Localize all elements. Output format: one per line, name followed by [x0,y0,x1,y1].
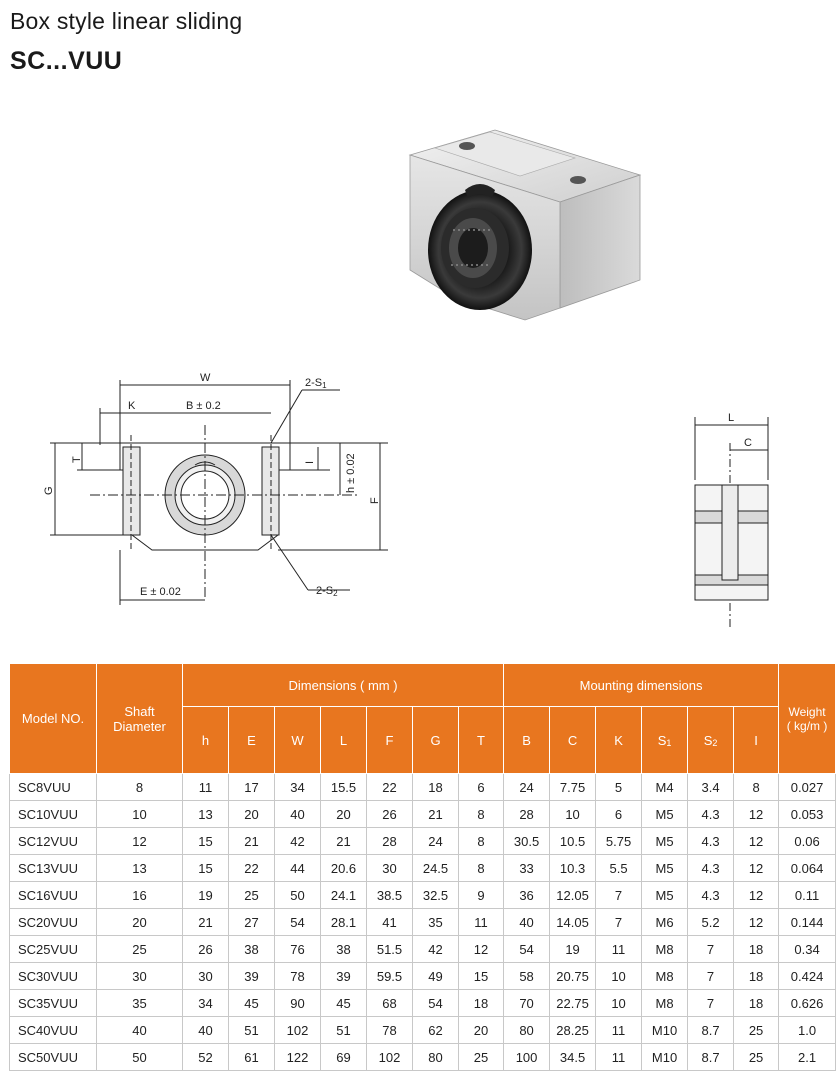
value-cell: 12 [459,936,504,963]
value-cell: 4.3 [688,828,734,855]
value-cell: 36 [504,882,550,909]
value-cell: M5 [642,828,688,855]
value-cell: 34.5 [550,1044,596,1071]
value-cell: 0.34 [779,936,836,963]
value-cell: 18 [734,936,779,963]
value-cell: 5 [596,774,642,801]
value-cell: 21 [321,828,367,855]
model-series: SC...VUU [10,47,123,75]
label-F: F [369,497,381,504]
table-row [10,1017,836,1044]
col-header-b: B [504,707,550,774]
value-cell: 13 [97,855,183,882]
value-cell: 122 [275,1044,321,1071]
value-cell: 21 [183,909,229,936]
value-cell: 41 [367,909,413,936]
model-cell: SC40VUU [10,1017,97,1044]
table-row [10,828,836,855]
value-cell: 44 [275,855,321,882]
value-cell: 42 [413,936,459,963]
value-cell: M8 [642,936,688,963]
value-cell: 0.027 [779,774,836,801]
value-cell: 51 [229,1017,275,1044]
value-cell: 24.5 [413,855,459,882]
value-cell: 12 [734,801,779,828]
value-cell: 90 [275,990,321,1017]
col-header-c: C [550,707,596,774]
value-cell: 22 [367,774,413,801]
value-cell: 35 [97,990,183,1017]
value-cell: 11 [183,774,229,801]
model-cell: SC8VUU [10,774,97,801]
value-cell: 68 [367,990,413,1017]
value-cell: 7 [688,963,734,990]
label-K: K [128,400,136,412]
value-cell: 0.11 [779,882,836,909]
model-cell: SC10VUU [10,801,97,828]
front-view-drawing [40,365,410,610]
value-cell: 30 [183,963,229,990]
value-cell: 38 [229,936,275,963]
spec-table [9,663,836,1071]
value-cell: 8.7 [688,1017,734,1044]
table-row [10,909,836,936]
value-cell: 58 [504,963,550,990]
value-cell: 17 [229,774,275,801]
value-cell: 62 [413,1017,459,1044]
value-cell: 39 [229,963,275,990]
value-cell: 10 [550,801,596,828]
col-header-w: W [275,707,321,774]
value-cell: 16 [97,882,183,909]
value-cell: 5.2 [688,909,734,936]
product-photo [395,120,665,330]
value-cell: 12 [734,855,779,882]
value-cell: 39 [321,963,367,990]
col-header-l: L [321,707,367,774]
value-cell: 13 [183,801,229,828]
value-cell: 8 [734,774,779,801]
value-cell: 4.3 [688,801,734,828]
value-cell: 7 [596,882,642,909]
label-B: B ± 0.2 [186,400,221,412]
value-cell: 50 [97,1044,183,1071]
value-cell: 52 [183,1044,229,1071]
value-cell: 11 [596,1044,642,1071]
value-cell: 20 [321,801,367,828]
value-cell: 30 [367,855,413,882]
value-cell: 51.5 [367,936,413,963]
value-cell: M5 [642,882,688,909]
value-cell: 80 [504,1017,550,1044]
value-cell: 9 [459,882,504,909]
model-cell: SC13VUU [10,855,97,882]
value-cell: 26 [183,936,229,963]
value-cell: 76 [275,936,321,963]
value-cell: 24 [413,828,459,855]
model-cell: SC12VUU [10,828,97,855]
value-cell: 18 [734,963,779,990]
value-cell: 12 [734,828,779,855]
value-cell: 102 [275,1017,321,1044]
label-L: L [728,412,735,424]
value-cell: 24 [504,774,550,801]
value-cell: 78 [275,963,321,990]
value-cell: M5 [642,855,688,882]
value-cell: 102 [367,1044,413,1071]
col-header-k: K [596,707,642,774]
value-cell: 22.75 [550,990,596,1017]
label-S2: 2-S2 [316,585,338,598]
value-cell: 20.6 [321,855,367,882]
value-cell: 51 [321,1017,367,1044]
mounting-group-header: Mounting dimensions [504,664,779,707]
value-cell: 40 [97,1017,183,1044]
col-header-h: h [183,707,229,774]
dimensions-group-header: Dimensions ( mm ) [183,664,504,707]
value-cell: 28.1 [321,909,367,936]
value-cell: 4.3 [688,882,734,909]
label-G: G [43,486,55,495]
col-shaft-header: Shaft Diameter [97,664,183,774]
value-cell: 12 [97,828,183,855]
value-cell: 15.5 [321,774,367,801]
value-cell: 12 [734,882,779,909]
value-cell: 8 [459,828,504,855]
value-cell: 19 [183,882,229,909]
value-cell: M8 [642,963,688,990]
value-cell: 0.053 [779,801,836,828]
value-cell: 25 [229,882,275,909]
value-cell: 20 [459,1017,504,1044]
table-row [10,801,836,828]
value-cell: 27 [229,909,275,936]
value-cell: 40 [183,1017,229,1044]
table-row [10,1044,836,1071]
value-cell: 7 [596,909,642,936]
value-cell: 38 [321,936,367,963]
model-cell: SC30VUU [10,963,97,990]
value-cell: 10 [596,990,642,1017]
value-cell: 54 [413,990,459,1017]
table-row [10,936,836,963]
col-model-header: Model NO. [10,664,97,774]
value-cell: 45 [321,990,367,1017]
value-cell: 10.3 [550,855,596,882]
value-cell: 61 [229,1044,275,1071]
value-cell: 11 [596,936,642,963]
value-cell: M8 [642,990,688,1017]
value-cell: 45 [229,990,275,1017]
model-cell: SC25VUU [10,936,97,963]
value-cell: 70 [504,990,550,1017]
value-cell: 42 [275,828,321,855]
col-header-t: T [459,707,504,774]
value-cell: 21 [229,828,275,855]
table-row [10,774,836,801]
model-cell: SC35VUU [10,990,97,1017]
value-cell: M6 [642,909,688,936]
value-cell: 10 [596,963,642,990]
value-cell: 19 [550,936,596,963]
value-cell: 69 [321,1044,367,1071]
value-cell: 28 [367,828,413,855]
value-cell: 12 [734,909,779,936]
value-cell: 15 [183,828,229,855]
label-I: I [304,460,316,464]
value-cell: 54 [275,909,321,936]
model-cell: SC50VUU [10,1044,97,1071]
col-header-g: G [413,707,459,774]
value-cell: 54 [504,936,550,963]
value-cell: 11 [459,909,504,936]
value-cell: 24.1 [321,882,367,909]
value-cell: 80 [413,1044,459,1071]
page-title: Box style linear sliding [10,8,243,34]
value-cell: 18 [734,990,779,1017]
value-cell: 78 [367,1017,413,1044]
model-cell: SC16VUU [10,882,97,909]
value-cell: 8 [459,855,504,882]
value-cell: 7 [688,936,734,963]
value-cell: 20.75 [550,963,596,990]
value-cell: 11 [596,1017,642,1044]
value-cell: 28 [504,801,550,828]
value-cell: 34 [183,990,229,1017]
value-cell: M10 [642,1044,688,1071]
table-row [10,990,836,1017]
model-cell: SC20VUU [10,909,97,936]
value-cell: 7.75 [550,774,596,801]
value-cell: 34 [275,774,321,801]
value-cell: 0.626 [779,990,836,1017]
value-cell: 6 [459,774,504,801]
value-cell: 59.5 [367,963,413,990]
value-cell: 21 [413,801,459,828]
value-cell: 100 [504,1044,550,1071]
value-cell: 8.7 [688,1044,734,1071]
col-header-f: F [367,707,413,774]
value-cell: 25 [734,1017,779,1044]
value-cell: 12.05 [550,882,596,909]
col-weight-header: Weight ( kg/m ) [779,664,836,774]
value-cell: 30.5 [504,828,550,855]
label-E: E ± 0.02 [140,586,181,598]
value-cell: 40 [504,909,550,936]
value-cell: 35 [413,909,459,936]
col-header-s2: $S_2$ [688,707,734,774]
table-row [10,855,836,882]
value-cell: 15 [183,855,229,882]
value-cell: 20 [97,909,183,936]
value-cell: M5 [642,801,688,828]
label-h: h ± 0.02 [345,453,357,493]
value-cell: 25 [97,936,183,963]
value-cell: 25 [734,1044,779,1071]
value-cell: 0.06 [779,828,836,855]
value-cell: 3.4 [688,774,734,801]
value-cell: 15 [459,963,504,990]
value-cell: 50 [275,882,321,909]
value-cell: 5.75 [596,828,642,855]
value-cell: 30 [97,963,183,990]
label-C: C [744,437,752,449]
value-cell: 26 [367,801,413,828]
value-cell: 7 [688,990,734,1017]
value-cell: 6 [596,801,642,828]
value-cell: 18 [459,990,504,1017]
value-cell: 18 [413,774,459,801]
label-T: T [71,456,83,463]
value-cell: 22 [229,855,275,882]
value-cell: M10 [642,1017,688,1044]
value-cell: 49 [413,963,459,990]
value-cell: 0.424 [779,963,836,990]
col-header-i: I [734,707,779,774]
value-cell: 8 [459,801,504,828]
label-S1: 2-S1 [305,377,327,390]
value-cell: M4 [642,774,688,801]
table-row [10,882,836,909]
col-header-s1: $S_1$ [642,707,688,774]
value-cell: 10 [97,801,183,828]
header-row-group [10,664,836,707]
side-view-drawing [680,405,780,630]
value-cell: 25 [459,1044,504,1071]
value-cell: 8 [97,774,183,801]
value-cell: 0.064 [779,855,836,882]
value-cell: 0.144 [779,909,836,936]
label-W: W [200,372,211,384]
value-cell: 10.5 [550,828,596,855]
value-cell: 20 [229,801,275,828]
value-cell: 4.3 [688,855,734,882]
table-row [10,963,836,990]
value-cell: 2.1 [779,1044,836,1071]
value-cell: 33 [504,855,550,882]
value-cell: 14.05 [550,909,596,936]
value-cell: 5.5 [596,855,642,882]
value-cell: 40 [275,801,321,828]
value-cell: 28.25 [550,1017,596,1044]
value-cell: 38.5 [367,882,413,909]
value-cell: 32.5 [413,882,459,909]
col-header-e: E [229,707,275,774]
value-cell: 1.0 [779,1017,836,1044]
